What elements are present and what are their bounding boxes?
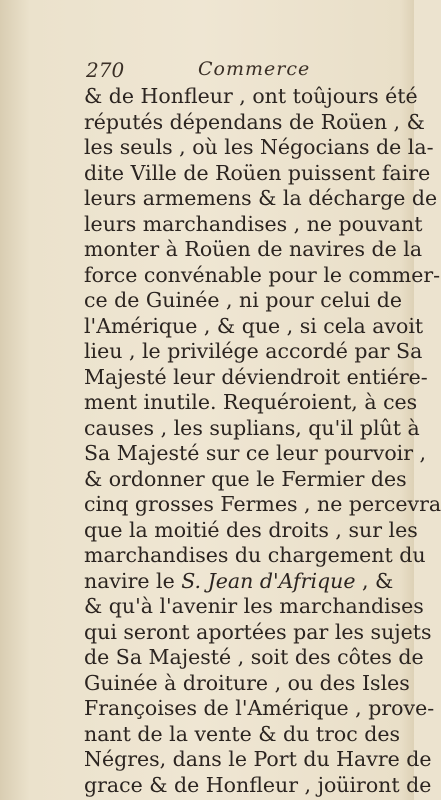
text-line: que la moitié des droits , sur les	[84, 517, 418, 542]
text-line: ment inutile. Requéroient, à ces	[84, 390, 418, 414]
text-line: causes , les suplians, qu'il plût à	[84, 415, 420, 440]
text-line: Majesté leur déviendroit entiére-	[84, 364, 428, 389]
text-line: les seuls , où les Négocians de la-	[84, 135, 434, 159]
text-line: nant de la vente & du troc des	[84, 721, 401, 746]
text-line: leurs marchandises , ne pouvant	[84, 211, 423, 236]
text-line: cinq grosses Fermes , ne percevra	[84, 492, 441, 516]
text-line: qui seront aportées par les sujets	[84, 619, 432, 644]
text-line: lieu , le privilége accordé par Sa	[84, 339, 423, 363]
text-line: grace & de Honfleur , joüiront de	[84, 772, 432, 797]
text-line: réputés dépendans de Roüen , &	[84, 109, 425, 134]
text-line: & de Honfleur , ont toûjours été	[84, 84, 418, 108]
text-line: monter à Roüen de navires de la	[84, 237, 423, 261]
text-line: dite Ville de Roüen puissent faire	[84, 160, 431, 185]
text-line: marchandises du chargement du	[84, 543, 426, 567]
text-line: de Sa Majesté , soit des côtes de	[84, 645, 424, 669]
text-line: force convénable pour le commer-	[84, 262, 441, 287]
text-line: & qu'à l'avenir les marchandises	[84, 594, 424, 618]
text-line: leurs armemens & la décharge de	[84, 186, 438, 210]
text-line: Négres, dans le Port du Havre de	[84, 747, 432, 771]
text-line	[84, 569, 404, 595]
body-text	[84, 84, 441, 798]
page-number: 270	[86, 58, 125, 82]
ship-name: S. Jean d'Afrique	[181, 568, 356, 593]
text-line: Françoises de l'Amérique , prove-	[84, 696, 435, 720]
page-header	[86, 58, 386, 84]
text-line: Guinée à droiture , ou des Isles	[84, 670, 410, 695]
text-fragment: , &	[355, 568, 394, 593]
text-line: l'Amérique , & que , si cela avoit	[84, 313, 424, 338]
running-head: Commerce	[198, 58, 311, 80]
text-line: ce de Guinée , ni pour celui de	[84, 288, 403, 312]
text-line: & ordonner que le Fermier des	[84, 466, 407, 491]
text-line: Sa Majesté sur ce leur pourvoir ,	[84, 441, 427, 465]
text-fragment: navire le	[84, 568, 182, 593]
